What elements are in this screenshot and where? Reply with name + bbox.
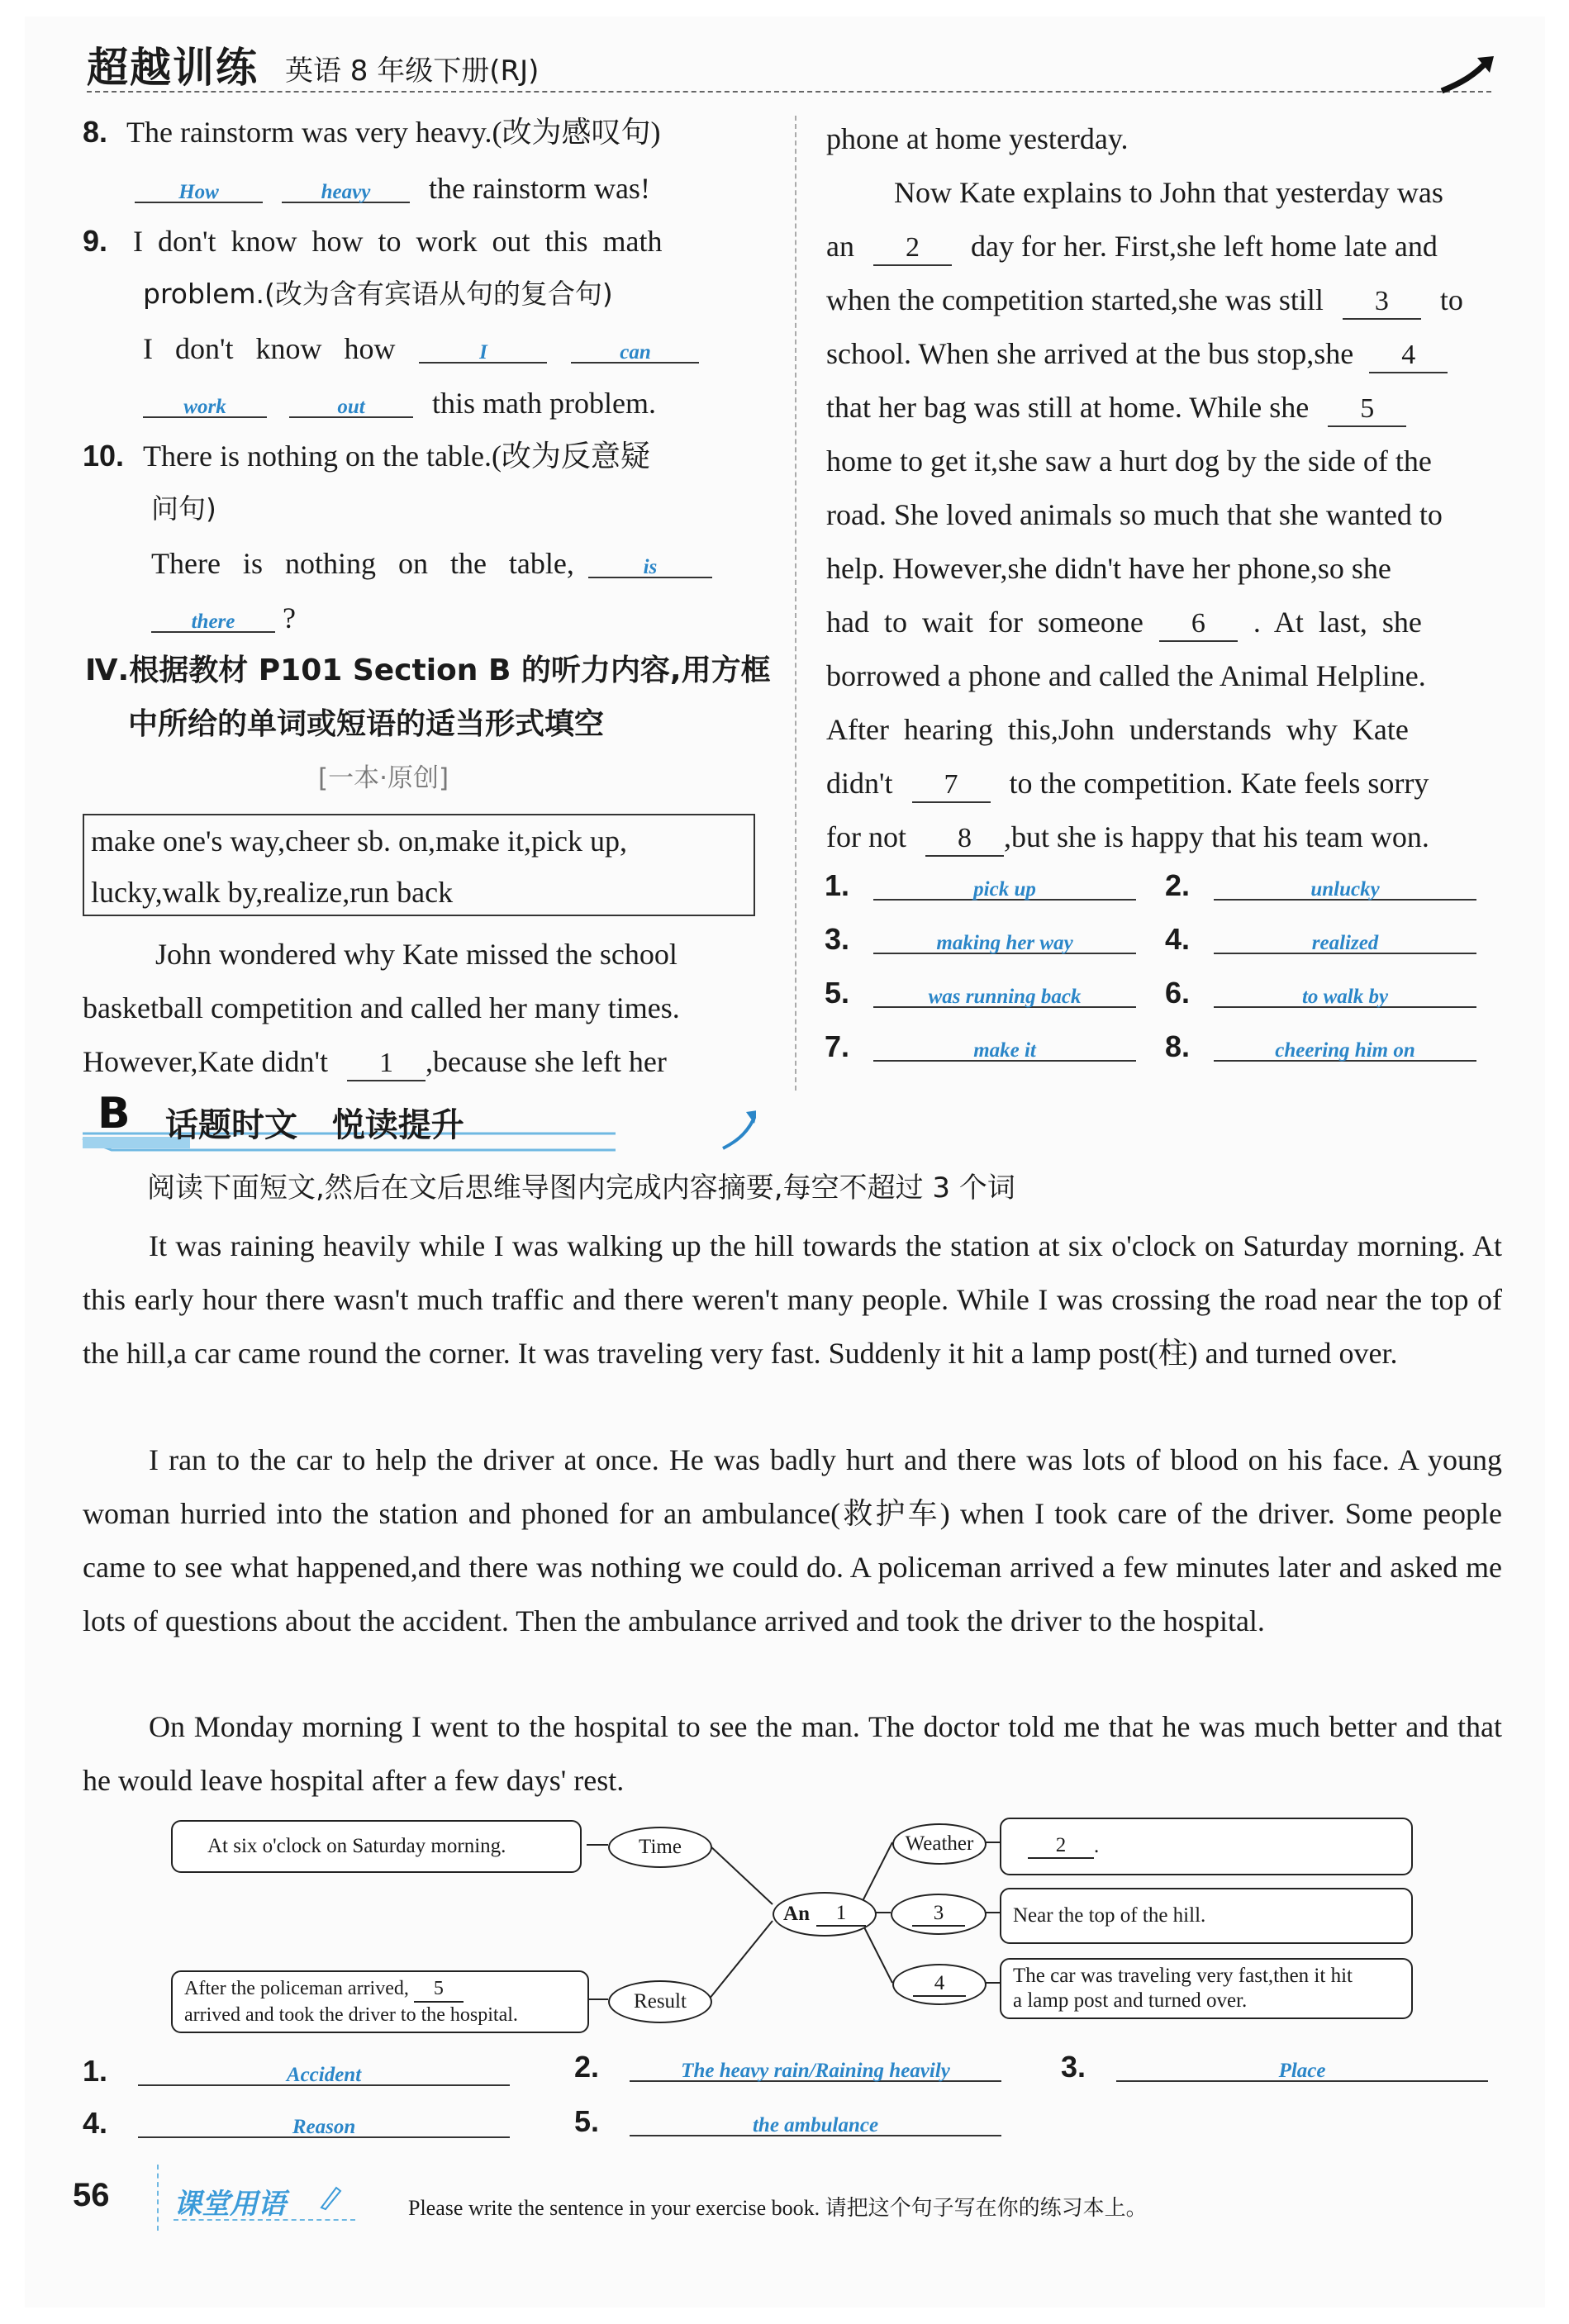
reason-detail-box: The car was traveling very fast,then it hit a lamp post and turned over. xyxy=(1000,1958,1413,2019)
time-detail-box: At six o'clock on Saturday morning. xyxy=(171,1820,582,1873)
section-b-title: 话题时文 悦读提升 xyxy=(165,1106,464,1144)
story-right-line2: Now Kate explains to John that yesterday was xyxy=(894,176,1443,209)
story-right-line12: After hearing this,John understands why Kate xyxy=(826,713,1409,746)
story-right-line5: school. When she arrived at the bus stop,she 4 xyxy=(826,337,1448,373)
story-right-line14: for not 8 ,but she is happy that his team won. xyxy=(826,820,1429,857)
story-right-line3: an 2 day for her. First,she left home late and xyxy=(826,230,1438,266)
source-tag: [一本·原创] xyxy=(318,763,449,793)
q9-answer-line1: I don't know how I can xyxy=(143,332,699,365)
answer-row-4: 4. realized xyxy=(1165,923,1476,956)
result-node: Result xyxy=(608,1980,712,2023)
answer-row-2: 2. unlucky xyxy=(1165,869,1476,902)
q8-answer-line: How heavy the rainstorm was! xyxy=(135,172,650,205)
story-right-line10: had to wait for someone 6 . At last, she xyxy=(826,606,1422,642)
time-node: Time xyxy=(608,1827,712,1868)
reading-paragraph-2: I ran to the car to help the driver at once. He was badly hurt and there was lots of blood on his face. A young woman hurried into the station and phoned for an ambulance(救护车) when I took care of the driver. Some people came to see what happened,and there was nothing we could do. A policeman arrived a few minutes later and asked me lots of questions about the accident. Then the ambulance arrived and took the driver to the hospital. xyxy=(83,1443,1502,1637)
reason-node: 4 xyxy=(892,1964,987,2005)
story-right-line7: home to get it,she saw a hurt dog by the side of the xyxy=(826,444,1432,478)
story-right-line8: road. She loved animals so much that she wanted to xyxy=(826,498,1443,531)
section-b-instruction: 阅读下面短文,然后在文后思维导图内完成内容摘要,每空不超过 3 个词 xyxy=(147,1172,1015,1205)
reading-paragraph-1: It was raining heavily while I was walking up the hill towards the station at six o'clock on Saturday morning. At this early hour there wasn't much traffic and there weren't many people. While I was crossing the road near the top of the hill,a car came round the corner. It was traveling very fast. Suddenly it hit a lamp post(柱) and turned over. xyxy=(83,1229,1502,1370)
footer-label-underline xyxy=(174,2219,355,2221)
page-number: 56 xyxy=(73,2177,110,2213)
b-answer-2: 2. The heavy rain/Raining heavily xyxy=(574,2051,1001,2084)
story-right-line11: borrowed a phone and called the Animal Helpline. xyxy=(826,659,1426,692)
footer-sentence: Please write the sentence in your exercise book. 请把这个句子写在你的练习本上。 xyxy=(408,2196,1148,2220)
q10-line1: 10. There is nothing on the table.(改为反意疑 xyxy=(83,439,650,473)
b-answer-5: 5. the ambulance xyxy=(574,2105,1001,2138)
b-answer-4: 4. Reason xyxy=(83,2107,510,2140)
answer-row-6: 6. to walk by xyxy=(1165,977,1476,1010)
q10-line2: 问句) xyxy=(151,492,216,525)
book-title: 英语 8 年级下册(RJ) xyxy=(285,55,540,88)
result-detail-box: After the policeman arrived, 5 arrived and took the driver to the hospital. xyxy=(171,1970,589,2033)
series-title: 超越训练 xyxy=(87,44,259,92)
section4-title-line1: Ⅳ.根据教材 P101 Section B 的听力内容,用方框 xyxy=(85,653,771,687)
q8-line: 8. The rainstorm was very heavy.(改为感叹句) xyxy=(83,115,661,149)
pen-icon xyxy=(318,2183,343,2211)
central-node: An 1 xyxy=(773,1892,877,1937)
q9-line1: 9. I don't know how to work out this math xyxy=(83,224,663,258)
story-right-line4: when the competition started,she was still 3 to xyxy=(826,283,1463,320)
answer-row-5: 5. was running back xyxy=(825,977,1136,1010)
answer-row-7: 7. make it xyxy=(825,1030,1136,1063)
story-right-line1: phone at home yesterday. xyxy=(826,122,1129,155)
story-right-line6: that her bag was still at home. While she 5 xyxy=(826,391,1406,427)
story-line3: However,Kate didn't 1 ,because she left her xyxy=(83,1045,667,1081)
word-bank-line1: make one's way,cheer sb. on,make it,pick up, xyxy=(91,825,627,858)
answer-row-8: 8. cheering him on xyxy=(1165,1030,1476,1063)
section4-title-line2: 中所给的单词或短语的适当形式填空 xyxy=(128,707,605,741)
weather-node: Weather xyxy=(892,1823,987,1865)
b-answer-3: 3. Place xyxy=(1061,2051,1488,2084)
section-b-letter: B xyxy=(97,1089,131,1138)
reading-paragraph-3: On Monday morning I went to the hospital to see the man. The doctor told me that he was much better and that he would leave hospital after a few days' rest. xyxy=(83,1710,1502,1797)
answer-row-3: 3. making her way xyxy=(825,923,1136,956)
answer-row-1: 1. pick up xyxy=(825,869,1136,902)
story-line1: John wondered why Kate missed the school xyxy=(155,938,678,971)
footer-divider xyxy=(157,2165,159,2231)
word-bank-line2: lucky,walk by,realize,run back xyxy=(91,876,454,909)
q10-answer-line2: there ? xyxy=(151,601,296,634)
q9-answer-line2: work out this math problem. xyxy=(143,387,656,420)
weather-detail-box: 2 . xyxy=(1000,1818,1413,1875)
q10-answer-line1: There is nothing on the table, is xyxy=(151,547,712,580)
story-right-line13: didn't 7 to the competition. Kate feels sorry xyxy=(826,767,1429,803)
footer-label: 课堂用语 xyxy=(174,2188,286,2221)
q9-line2: problem.(改为含有宾语从句的复合句) xyxy=(143,278,613,310)
b-answer-1: 1. Accident xyxy=(83,2055,510,2088)
story-right-line9: help. However,she didn't have her phone,so she xyxy=(826,552,1391,585)
story-line2: basketball competition and called her many times. xyxy=(83,991,680,1024)
place-node: 3 xyxy=(891,1894,987,1935)
place-detail-box: Near the top of the hill. xyxy=(1000,1888,1413,1944)
